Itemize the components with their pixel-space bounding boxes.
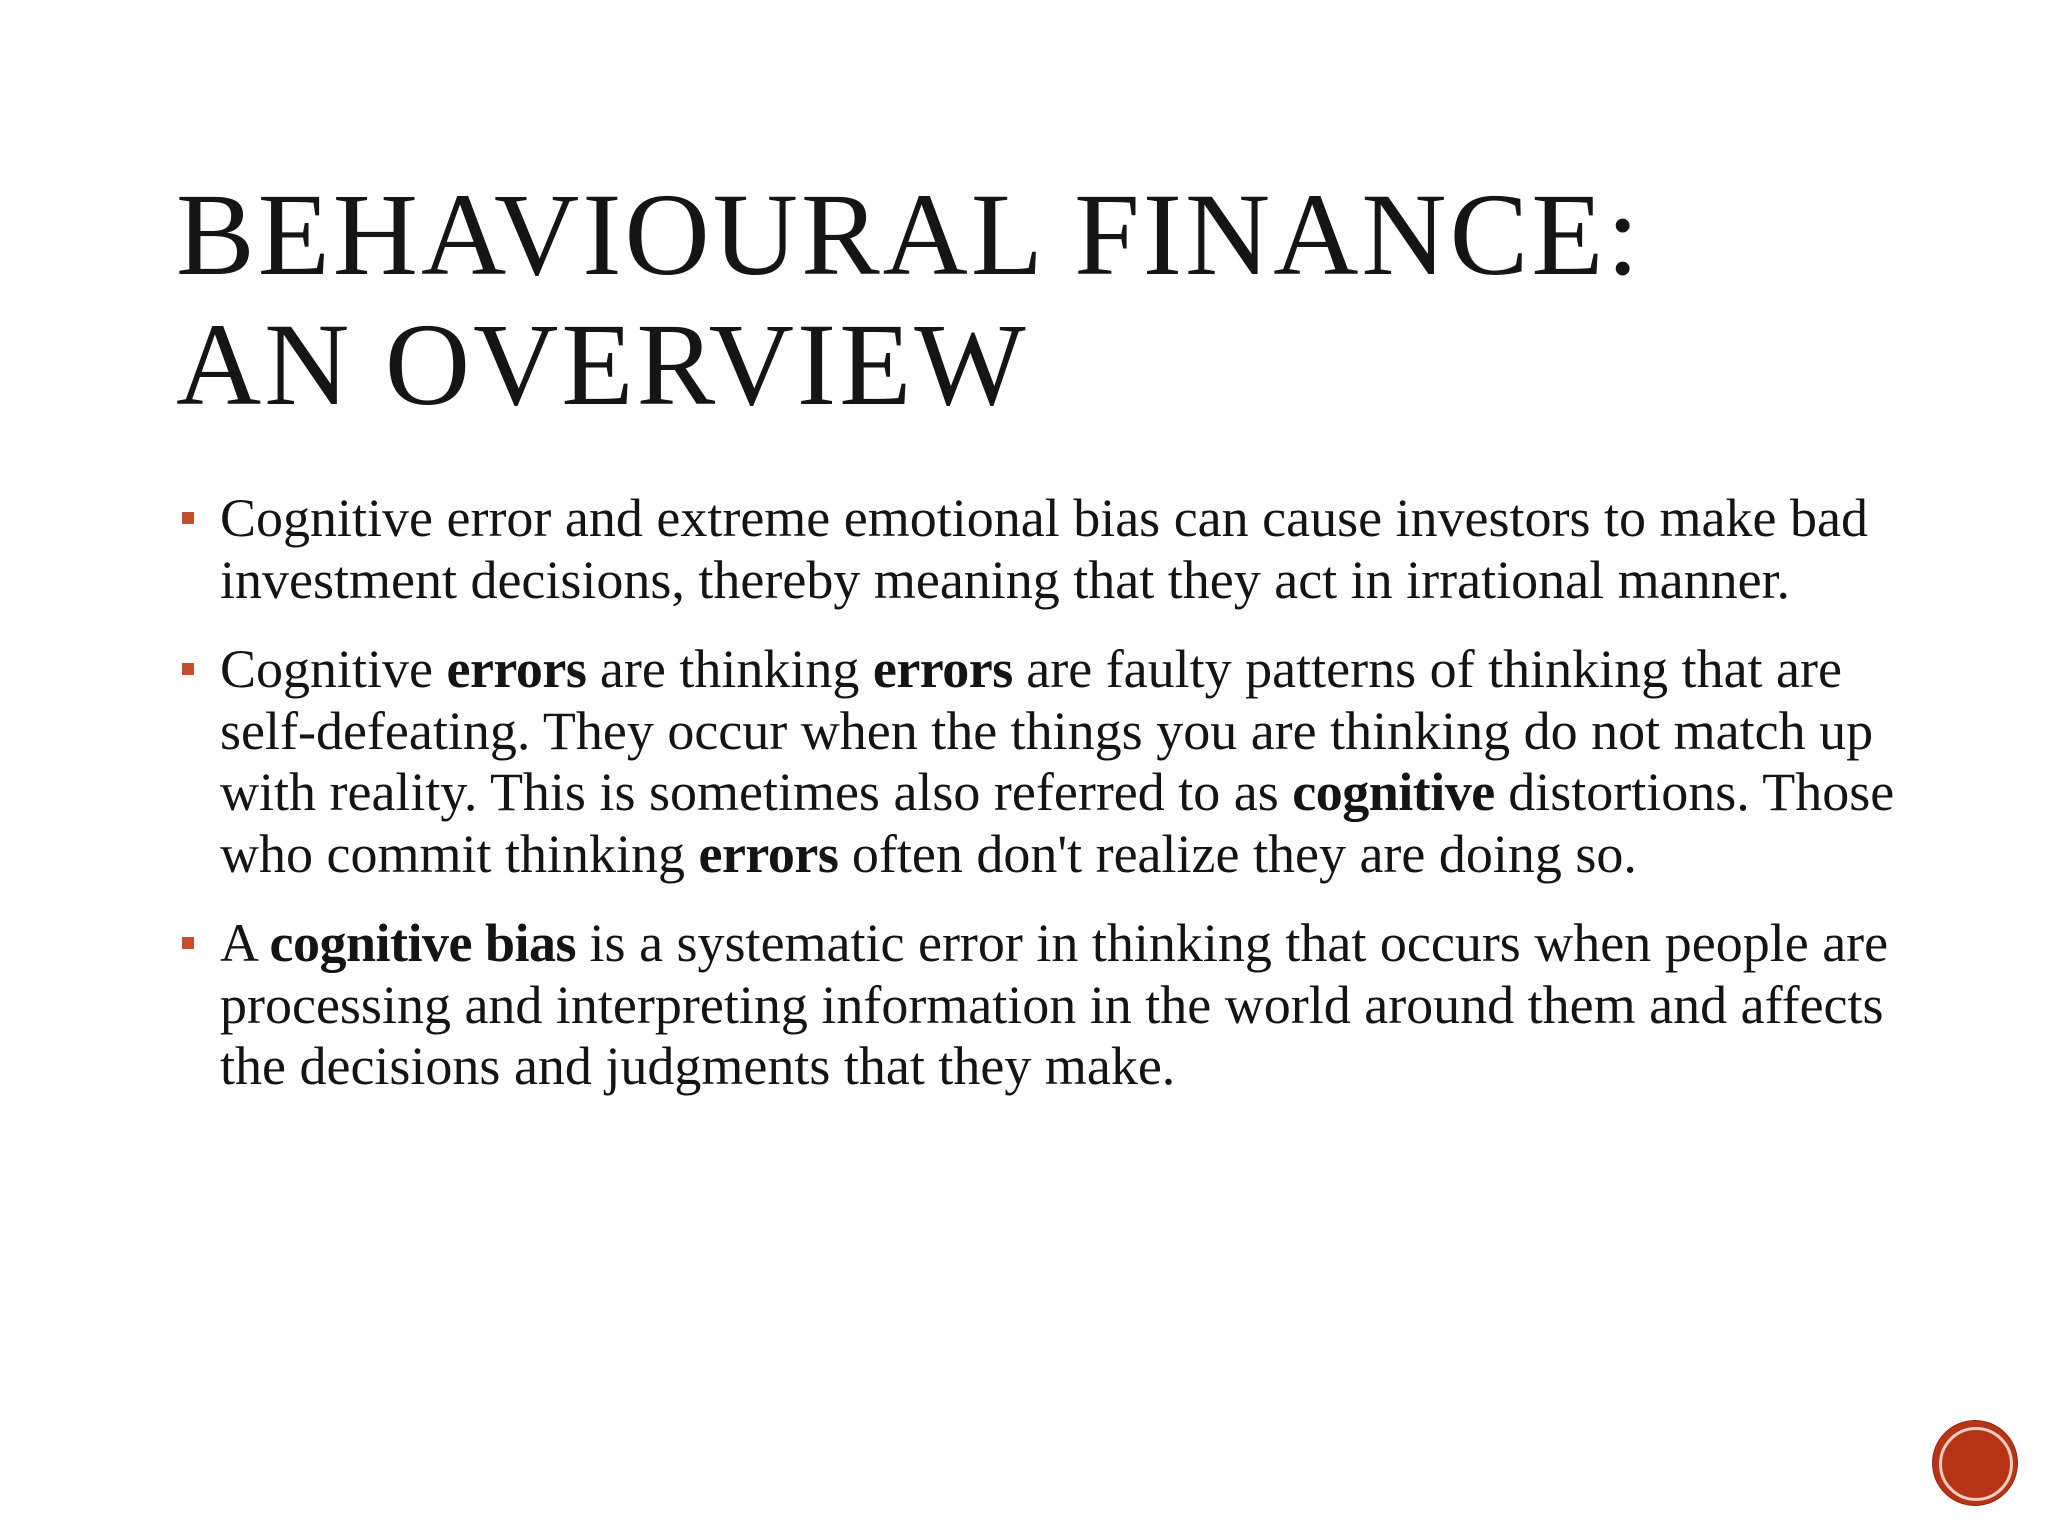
- slide-title-line-2: AN OVERVIEW: [176, 299, 1029, 430]
- square-bullet-icon: [182, 937, 194, 949]
- bullet-3-segment-2: cognitive bias: [269, 913, 577, 973]
- bullet-item-2: [176, 639, 1896, 885]
- bullet-1-segment-1: Cognitive error and extreme emotional bias can cause investors to make bad investment decisions, thereby meaning that they act in irrational manner.: [220, 488, 1868, 610]
- bullet-item-3: [176, 913, 1896, 1098]
- bullet-2-segment-2: errors: [446, 639, 587, 699]
- bullet-3-segment-1: A: [220, 913, 270, 973]
- bullet-2-segment-8: errors: [698, 823, 839, 884]
- circle-badge-icon: [1933, 1421, 2017, 1505]
- slide-title-line-1: BEHAVIOURAL FINANCE:: [176, 169, 1643, 300]
- bullet-2-segment-6: cognitive: [1292, 762, 1495, 822]
- bullet-2-segment-9: often don't realize they are doing so.: [838, 823, 1637, 884]
- bullet-2-segment-1: Cognitive: [220, 639, 447, 699]
- bullet-2-segment-4: errors: [872, 639, 1013, 699]
- square-bullet-icon: [182, 512, 194, 524]
- bullet-2-segment-7: distortions. Those who commit thinking: [220, 762, 1895, 884]
- bullet-2-segment-5: are faulty patterns of thinking that are self-defeating. They occur when the things you are thinking do not match up with reality. This is sometimes also referred to as: [220, 639, 1874, 822]
- bullet-text-1: [220, 488, 1896, 611]
- bullet-text-3: [220, 913, 1896, 1098]
- bullet-list: [176, 488, 1896, 1126]
- slide-title: [176, 170, 1926, 430]
- bullet-item-1: [176, 488, 1896, 611]
- bullet-3-segment-3: is a systematic error in thinking that occurs when people are processing and interpreting information in the world around them and affects the decisions and judgments that they make.: [220, 913, 1889, 1096]
- bullet-text-2: [220, 639, 1896, 885]
- square-bullet-icon: [182, 663, 194, 675]
- bullet-2-segment-3: are thinking: [586, 639, 873, 699]
